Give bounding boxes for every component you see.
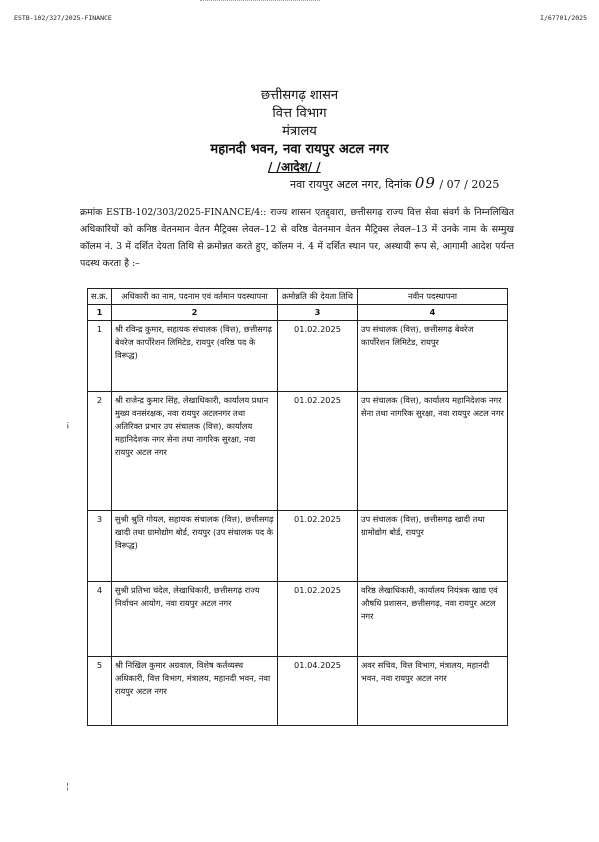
- date-prefix: नवा रायपुर अटल नगर, दिनांक: [290, 178, 412, 191]
- row-date: 01.02.2025: [278, 392, 358, 511]
- margin-mark: ¡: [66, 420, 70, 430]
- col-number: 4: [358, 305, 508, 321]
- header-date: क्रमोन्नति की देयता तिथि: [278, 289, 358, 305]
- row-officer: श्री राजेन्द्र कुमार सिंह, लेखाधिकारी, कार्यालय प्रधान मुख्य वनसंरक्षक, नवा रायपुर अटलनगर तथा अतिरिक्त प्रभार उप संचालक (वित्त), कार्यालय महानिदेशक नगर सेना तथा नागरिक सुरक्षा, नवा रायपुर अटल नगर: [112, 392, 278, 511]
- handwritten-day: 09: [414, 174, 436, 192]
- row-officer: सुश्री प्रतिभा चंदेल, लेखाधिकारी, छत्तीसगढ़ राज्य निर्वाचन आयोग, नवा रायपुर अटल नगर: [112, 582, 278, 657]
- row-posting: अवर सचिव, वित्त विभाग, मंत्रालय, महानदी भवन, नवा रायपुर अटल नगर: [358, 657, 508, 726]
- table-row: [88, 582, 508, 657]
- order-body: क्रमांक ESTB-102/303/2025-FINANCE/4:: राज्य शासन एतद्द्वारा, छत्तीसगढ़ राज्य वित्त सेवा संवर्ग के निम्नलिखित अधिकारियों को कनिष्ठ वेतनमान वेतन मैट्रिक्स लेवल–12 से वरिष्ठ वेतनमान वेतन मैट्रिक्स लेवल–13 में उनके नाम के सम्मुख कॉलम नं. 3 में दर्शित देयता तिथि से क्रमोन्नत करते हुए, कॉलम नं. 4 में दर्शित स्थान पर, अस्थायी रूप से, आगामी आदेश पर्यन्त पदस्थ करता है :–: [80, 207, 514, 269]
- scan-artifact: [200, 0, 320, 4]
- government-name: छत्तीसगढ़ शासन: [260, 88, 339, 103]
- row-posting: वरिष्ठ लेखाधिकारी, कार्यालय नियंत्रक खाद्य एवं औषधि प्रशासन, छत्तीसगढ़, नवा रायपुर अटल नगर: [358, 582, 508, 657]
- col-number: 1: [88, 305, 112, 321]
- table-row: [88, 392, 508, 511]
- margin-mark: ¦: [66, 782, 70, 792]
- row-date: 01.02.2025: [278, 582, 358, 657]
- order-title: / /आदेश/ /: [268, 160, 321, 174]
- row-sno: 4: [88, 582, 112, 657]
- row-sno: 2: [88, 392, 112, 511]
- inward-number: I/67701/2025: [540, 14, 587, 22]
- row-officer: श्री रविन्द्र कुमार, सहायक संचालक (वित्त), छत्तीसगढ़ बेवरेज कार्पोरेशन लिमिटेड, रायपुर (वरिष्ठ पद के विरूद्ध): [112, 321, 278, 392]
- row-sno: 5: [88, 657, 112, 726]
- order-dateline: [290, 174, 499, 192]
- header-officer: अधिकारी का नाम, पदनाम एवं वर्तमान पदस्थापना: [112, 289, 278, 305]
- file-reference: ESTB-102/327/2025-FINANCE: [14, 14, 112, 22]
- posting-table: [87, 288, 508, 726]
- col-number: 2: [112, 305, 278, 321]
- date-month-year: / 07 / 2025: [439, 178, 500, 191]
- row-date: 01.02.2025: [278, 321, 358, 392]
- header-sno: स.क्र.: [88, 289, 112, 305]
- table-row: [88, 321, 508, 392]
- row-sno: 1: [88, 321, 112, 392]
- office-address: महानदी भवन, नवा रायपुर अटल नगर: [210, 142, 389, 157]
- row-date: 01.04.2025: [278, 657, 358, 726]
- row-officer: सुश्री श्रुति गोयल, सहायक संचालक (वित्त), छत्तीसगढ़ खादी तथा ग्रामोद्योग बोर्ड, रायपुर (उप संचालक पद के विरूद्ध): [112, 511, 278, 582]
- header-posting: नवीन पदस्थापना: [358, 289, 508, 305]
- ministry-name: मंत्रालय: [282, 124, 317, 139]
- row-posting: उप संचालक (वित्त), कार्यालय महानिदेशक नगर सेना तथा नागरिक सुरक्षा, नवा रायपुर अटल नगर: [358, 392, 508, 511]
- row-sno: 3: [88, 511, 112, 582]
- row-officer: श्री निखिल कुमार अग्रवाल, विशेष कर्तव्यस्थ अधिकारी, वित्त विभाग, मंत्रालय, महानदी भवन, नवा रायपुर अटल नगर: [112, 657, 278, 726]
- table-row: [88, 511, 508, 582]
- department-name: वित्त विभाग: [272, 106, 327, 121]
- row-date: 01.02.2025: [278, 511, 358, 582]
- row-posting: उप संचालक (वित्त), छत्तीसगढ़ बेवरेज कार्पोरेशन लिमिटेड, रायपुर: [358, 321, 508, 392]
- row-posting: उप संचालक (वित्त), छत्तीसगढ़ खादी तथा ग्रामोद्योग बोर्ड, रायपुर: [358, 511, 508, 582]
- table-row: [88, 657, 508, 726]
- col-number: 3: [278, 305, 358, 321]
